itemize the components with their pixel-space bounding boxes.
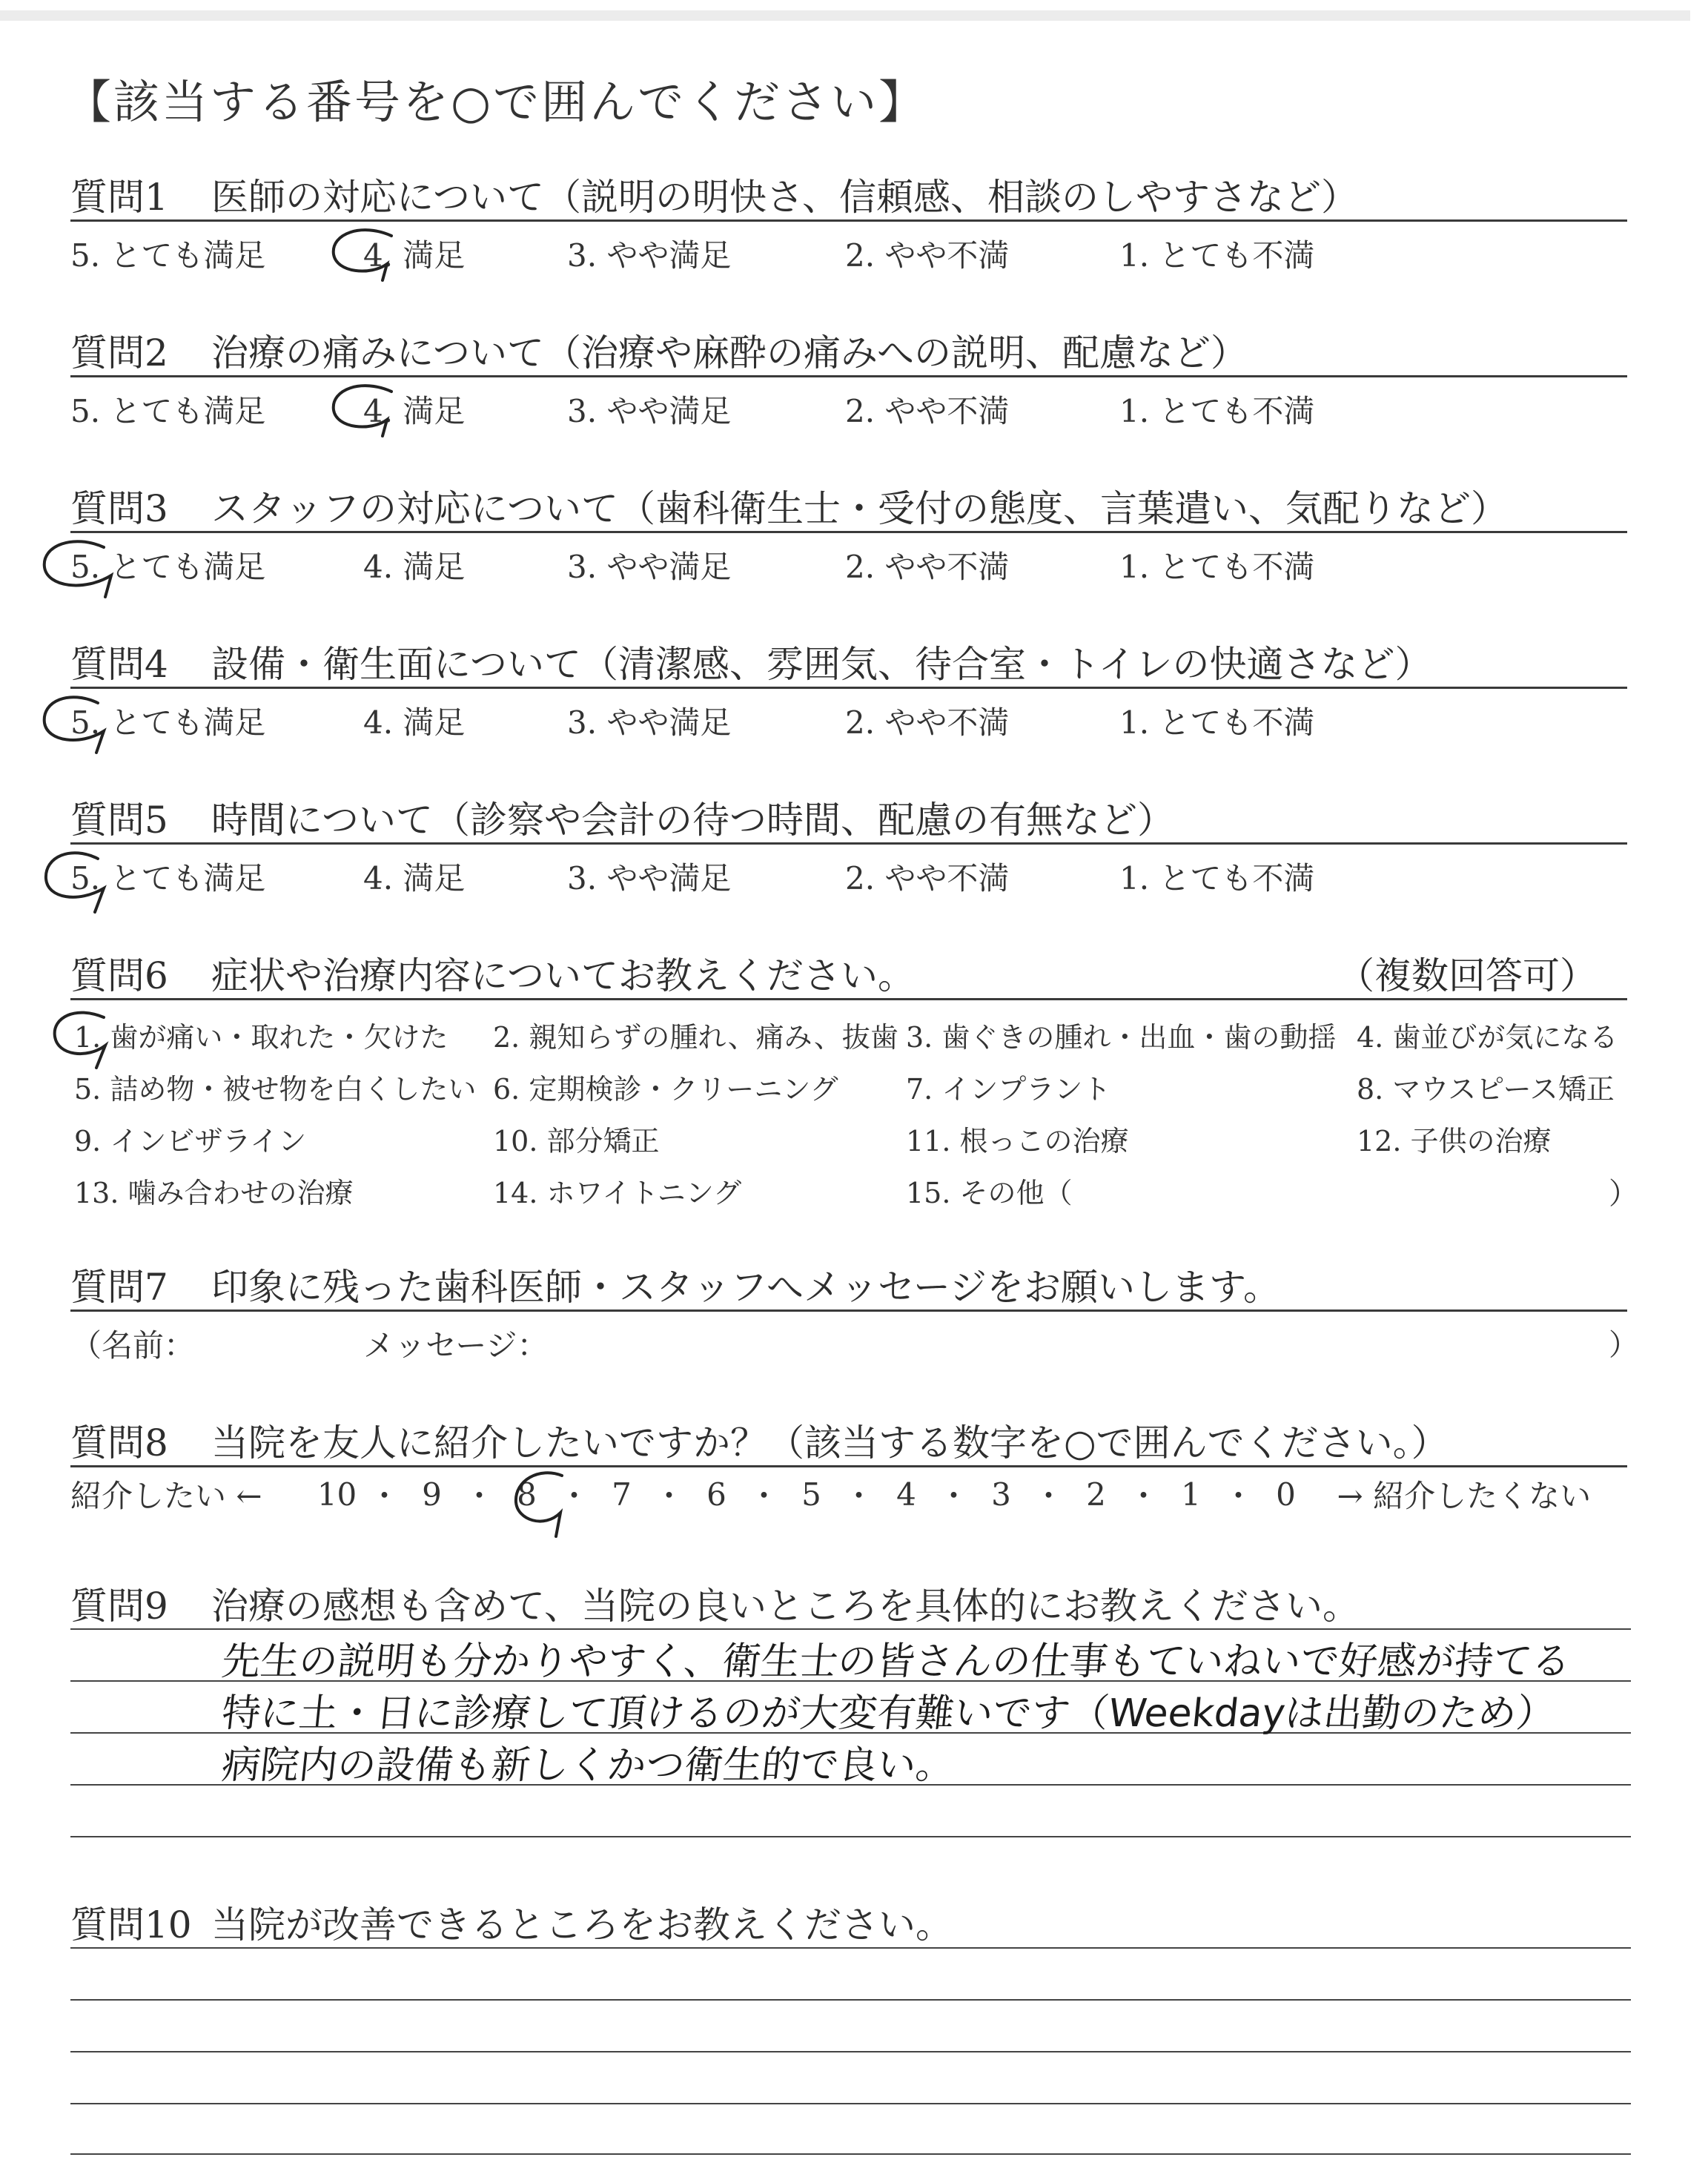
question-7-text: 印象に残った歯科医師・スタッフへメッセージをお願いします。 (211, 1266, 1280, 1309)
answer-line (70, 2103, 1631, 2104)
question-2-title (70, 323, 1248, 377)
q5-option-2[interactable]: 2. やや不満 (845, 860, 1010, 896)
q1-option-5[interactable]: 5. とても満足 (70, 237, 266, 274)
question-3-text: スタッフの対応について（歯科衛生士・受付の態度、言葉遣い、気配りなど） (211, 487, 1508, 530)
question-1-number: 質問1 (70, 176, 168, 219)
question-1-title (70, 168, 1358, 221)
answer-line (70, 2153, 1631, 2155)
q3-option-2[interactable]: 2. やや不満 (845, 549, 1010, 585)
form-instruction-heading: 【該当する番号を○で囲んでください】 (65, 75, 927, 129)
question-6-title (70, 946, 915, 1000)
question-1-text: 医師の対応について（説明の明快さ、信頼感、相談のしやすさなど） (211, 176, 1358, 219)
answer-line (70, 1999, 1631, 2001)
q1-option-4[interactable]: 4. 満足 (363, 237, 466, 274)
q3-option-3[interactable]: 3. やや満足 (567, 549, 732, 585)
treatment-12[interactable]: 12. 子供の治療 (1357, 1125, 1552, 1157)
question-5-number: 質問5 (70, 799, 168, 842)
referral-score-10[interactable]: 10 (317, 1476, 357, 1513)
referral-dot: ・ (463, 1478, 495, 1514)
referral-score-6[interactable]: 6 (706, 1476, 726, 1513)
referral-score-8[interactable]: 8 (517, 1476, 537, 1513)
referral-scale (70, 1472, 1631, 1516)
q4-option-3[interactable]: 3. やや満足 (567, 704, 732, 741)
scan-edge (0, 10, 1690, 21)
referral-left-label: 紹介したい ← (70, 1478, 262, 1514)
question-1-rule (70, 219, 1627, 222)
referral-score-0[interactable]: 0 (1276, 1476, 1296, 1513)
q2-option-2[interactable]: 2. やや不満 (845, 393, 1010, 429)
q1-option-2[interactable]: 2. やや不満 (845, 237, 1010, 274)
q3-option-1[interactable]: 1. とても不満 (1119, 549, 1315, 585)
question-9-title (70, 1576, 1360, 1630)
q4-option-2[interactable]: 2. やや不満 (845, 704, 1010, 741)
referral-score-2[interactable]: 2 (1086, 1476, 1106, 1513)
q2-option-5[interactable]: 5. とても満足 (70, 393, 266, 429)
q5-option-4[interactable]: 4. 満足 (363, 860, 466, 896)
question-5-text: 時間について（診察や会計の待つ時間、配慮の有無など） (211, 799, 1174, 842)
treatment-10[interactable]: 10. 部分矯正 (493, 1125, 660, 1157)
q3-option-4[interactable]: 4. 満足 (363, 549, 466, 585)
treatment-other-close: ） (1609, 1177, 1638, 1211)
referral-dot: ・ (938, 1478, 970, 1514)
q1-option-1[interactable]: 1. とても不満 (1119, 237, 1315, 274)
multiple-answers-note: （複数回答可） (1337, 954, 1597, 997)
question-8-rule (70, 1465, 1627, 1467)
question-7-rule (70, 1309, 1627, 1312)
question-3-title (70, 479, 1508, 532)
question-7-number: 質問7 (70, 1266, 168, 1309)
treatment-5[interactable]: 5. 詰め物・被せ物を白くしたい (74, 1073, 477, 1106)
question-7-title (70, 1258, 1280, 1311)
question-10-title (70, 1895, 953, 1949)
question-8-title (70, 1413, 1449, 1467)
treatment-11[interactable]: 11. 根っこの治療 (906, 1125, 1129, 1157)
answer-line (70, 2051, 1631, 2052)
answer-line (70, 1947, 1631, 1949)
question-8-number: 質問8 (70, 1421, 168, 1464)
q4-option-4[interactable]: 4. 満足 (363, 704, 466, 741)
question-3-number: 質問3 (70, 487, 168, 530)
question-5-title (70, 790, 1174, 844)
staff-name-label[interactable]: （名前： (70, 1327, 196, 1364)
question-2-text: 治療の痛みについて（治療や麻酔の痛みへの説明、配慮など） (211, 331, 1248, 374)
referral-score-9[interactable]: 9 (422, 1476, 442, 1513)
referral-dot: ・ (558, 1478, 590, 1514)
referral-dot: ・ (748, 1478, 780, 1514)
question-8-text: 当院を友人に紹介したいですか？（該当する数字を○で囲んでください。） (211, 1421, 1449, 1464)
treatment-3[interactable]: 3. 歯ぐきの腫れ・出血・歯の動揺 (906, 1021, 1337, 1054)
q5-option-5[interactable]: 5. とても満足 (70, 860, 266, 896)
treatment-9[interactable]: 9. インビザライン (74, 1125, 307, 1157)
question-4-title (70, 635, 1432, 688)
q5-option-1[interactable]: 1. とても不満 (1119, 860, 1315, 896)
referral-dot: ・ (843, 1478, 875, 1514)
staff-message-close: ） (1609, 1328, 1638, 1362)
q2-option-3[interactable]: 3. やや満足 (567, 393, 732, 429)
question-9-text: 治療の感想も含めて、当院の良いところを具体的にお教えください。 (211, 1585, 1360, 1628)
q4-option-1[interactable]: 1. とても不満 (1119, 704, 1315, 741)
question-2-rule (70, 375, 1627, 377)
treatment-2[interactable]: 2. 親知らずの腫れ、痛み、抜歯 (493, 1021, 898, 1054)
q2-option-4[interactable]: 4. 満足 (363, 393, 466, 429)
referral-score-1[interactable]: 1 (1181, 1476, 1201, 1513)
referral-dot: ・ (368, 1478, 400, 1514)
handwritten-answer-line-2[interactable]: 特に土・日に診療して頂けるのが大変有難いです（Weekdayは出勤のため） (219, 1691, 1558, 1736)
handwritten-answer-line-1[interactable]: 先生の説明も分かりやすく、衛生士の皆さんの仕事もていねいで好感が持てる (219, 1639, 1573, 1684)
referral-score-5[interactable]: 5 (801, 1476, 821, 1513)
question-6-rule (70, 998, 1627, 1000)
question-9-number: 質問9 (70, 1585, 168, 1628)
question-4-number: 質問4 (70, 643, 168, 686)
q4-option-5[interactable]: 5. とても満足 (70, 704, 266, 741)
referral-right-label: → 紹介したくない (1337, 1478, 1592, 1514)
q1-option-3[interactable]: 3. やや満足 (567, 237, 732, 274)
referral-score-7[interactable]: 7 (612, 1476, 632, 1513)
question-2-number: 質問2 (70, 331, 168, 374)
treatment-4[interactable]: 4. 歯並びが気になる (1357, 1021, 1618, 1054)
treatment-8[interactable]: 8. マウスピース矯正 (1357, 1073, 1615, 1106)
question-4-rule (70, 687, 1627, 689)
q3-option-5[interactable]: 5. とても満足 (70, 549, 266, 585)
answer-line (70, 1836, 1631, 1837)
question-10-text: 当院が改善できるところをお教えください。 (211, 1903, 953, 1946)
staff-message-label[interactable]: メッセージ： (363, 1327, 549, 1364)
question-6-number: 質問6 (70, 954, 168, 997)
question-6-text: 症状や治療内容についてお教えください。 (211, 954, 915, 997)
treatment-13[interactable]: 13. 噛み合わせの治療 (74, 1177, 354, 1209)
q5-option-3[interactable]: 3. やや満足 (567, 860, 732, 896)
question-10-number: 質問10 (70, 1903, 192, 1946)
treatment-14[interactable]: 14. ホワイトニング (493, 1177, 742, 1209)
referral-score-4[interactable]: 4 (896, 1476, 916, 1513)
question-3-rule (70, 531, 1627, 533)
treatment-15[interactable]: 15. その他（ (906, 1177, 1073, 1209)
referral-dot: ・ (653, 1478, 685, 1514)
q2-option-1[interactable]: 1. とても不満 (1119, 393, 1315, 429)
treatment-7[interactable]: 7. インプラント (906, 1073, 1111, 1106)
treatment-6[interactable]: 6. 定期検診・クリーニング (493, 1073, 838, 1106)
question-5-rule (70, 842, 1627, 845)
handwritten-answer-line-3[interactable]: 病院内の設備も新しくかつ衛生的で良い。 (219, 1743, 957, 1788)
referral-dot: ・ (1222, 1478, 1254, 1514)
treatment-1[interactable]: 1. 歯が痛い・取れた・欠けた (74, 1021, 448, 1054)
referral-score-3[interactable]: 3 (991, 1476, 1011, 1513)
referral-dot: ・ (1033, 1478, 1065, 1514)
referral-dot: ・ (1128, 1478, 1159, 1514)
question-4-text: 設備・衛生面について（清潔感、雰囲気、待合室・トイレの快適さなど） (211, 643, 1432, 686)
